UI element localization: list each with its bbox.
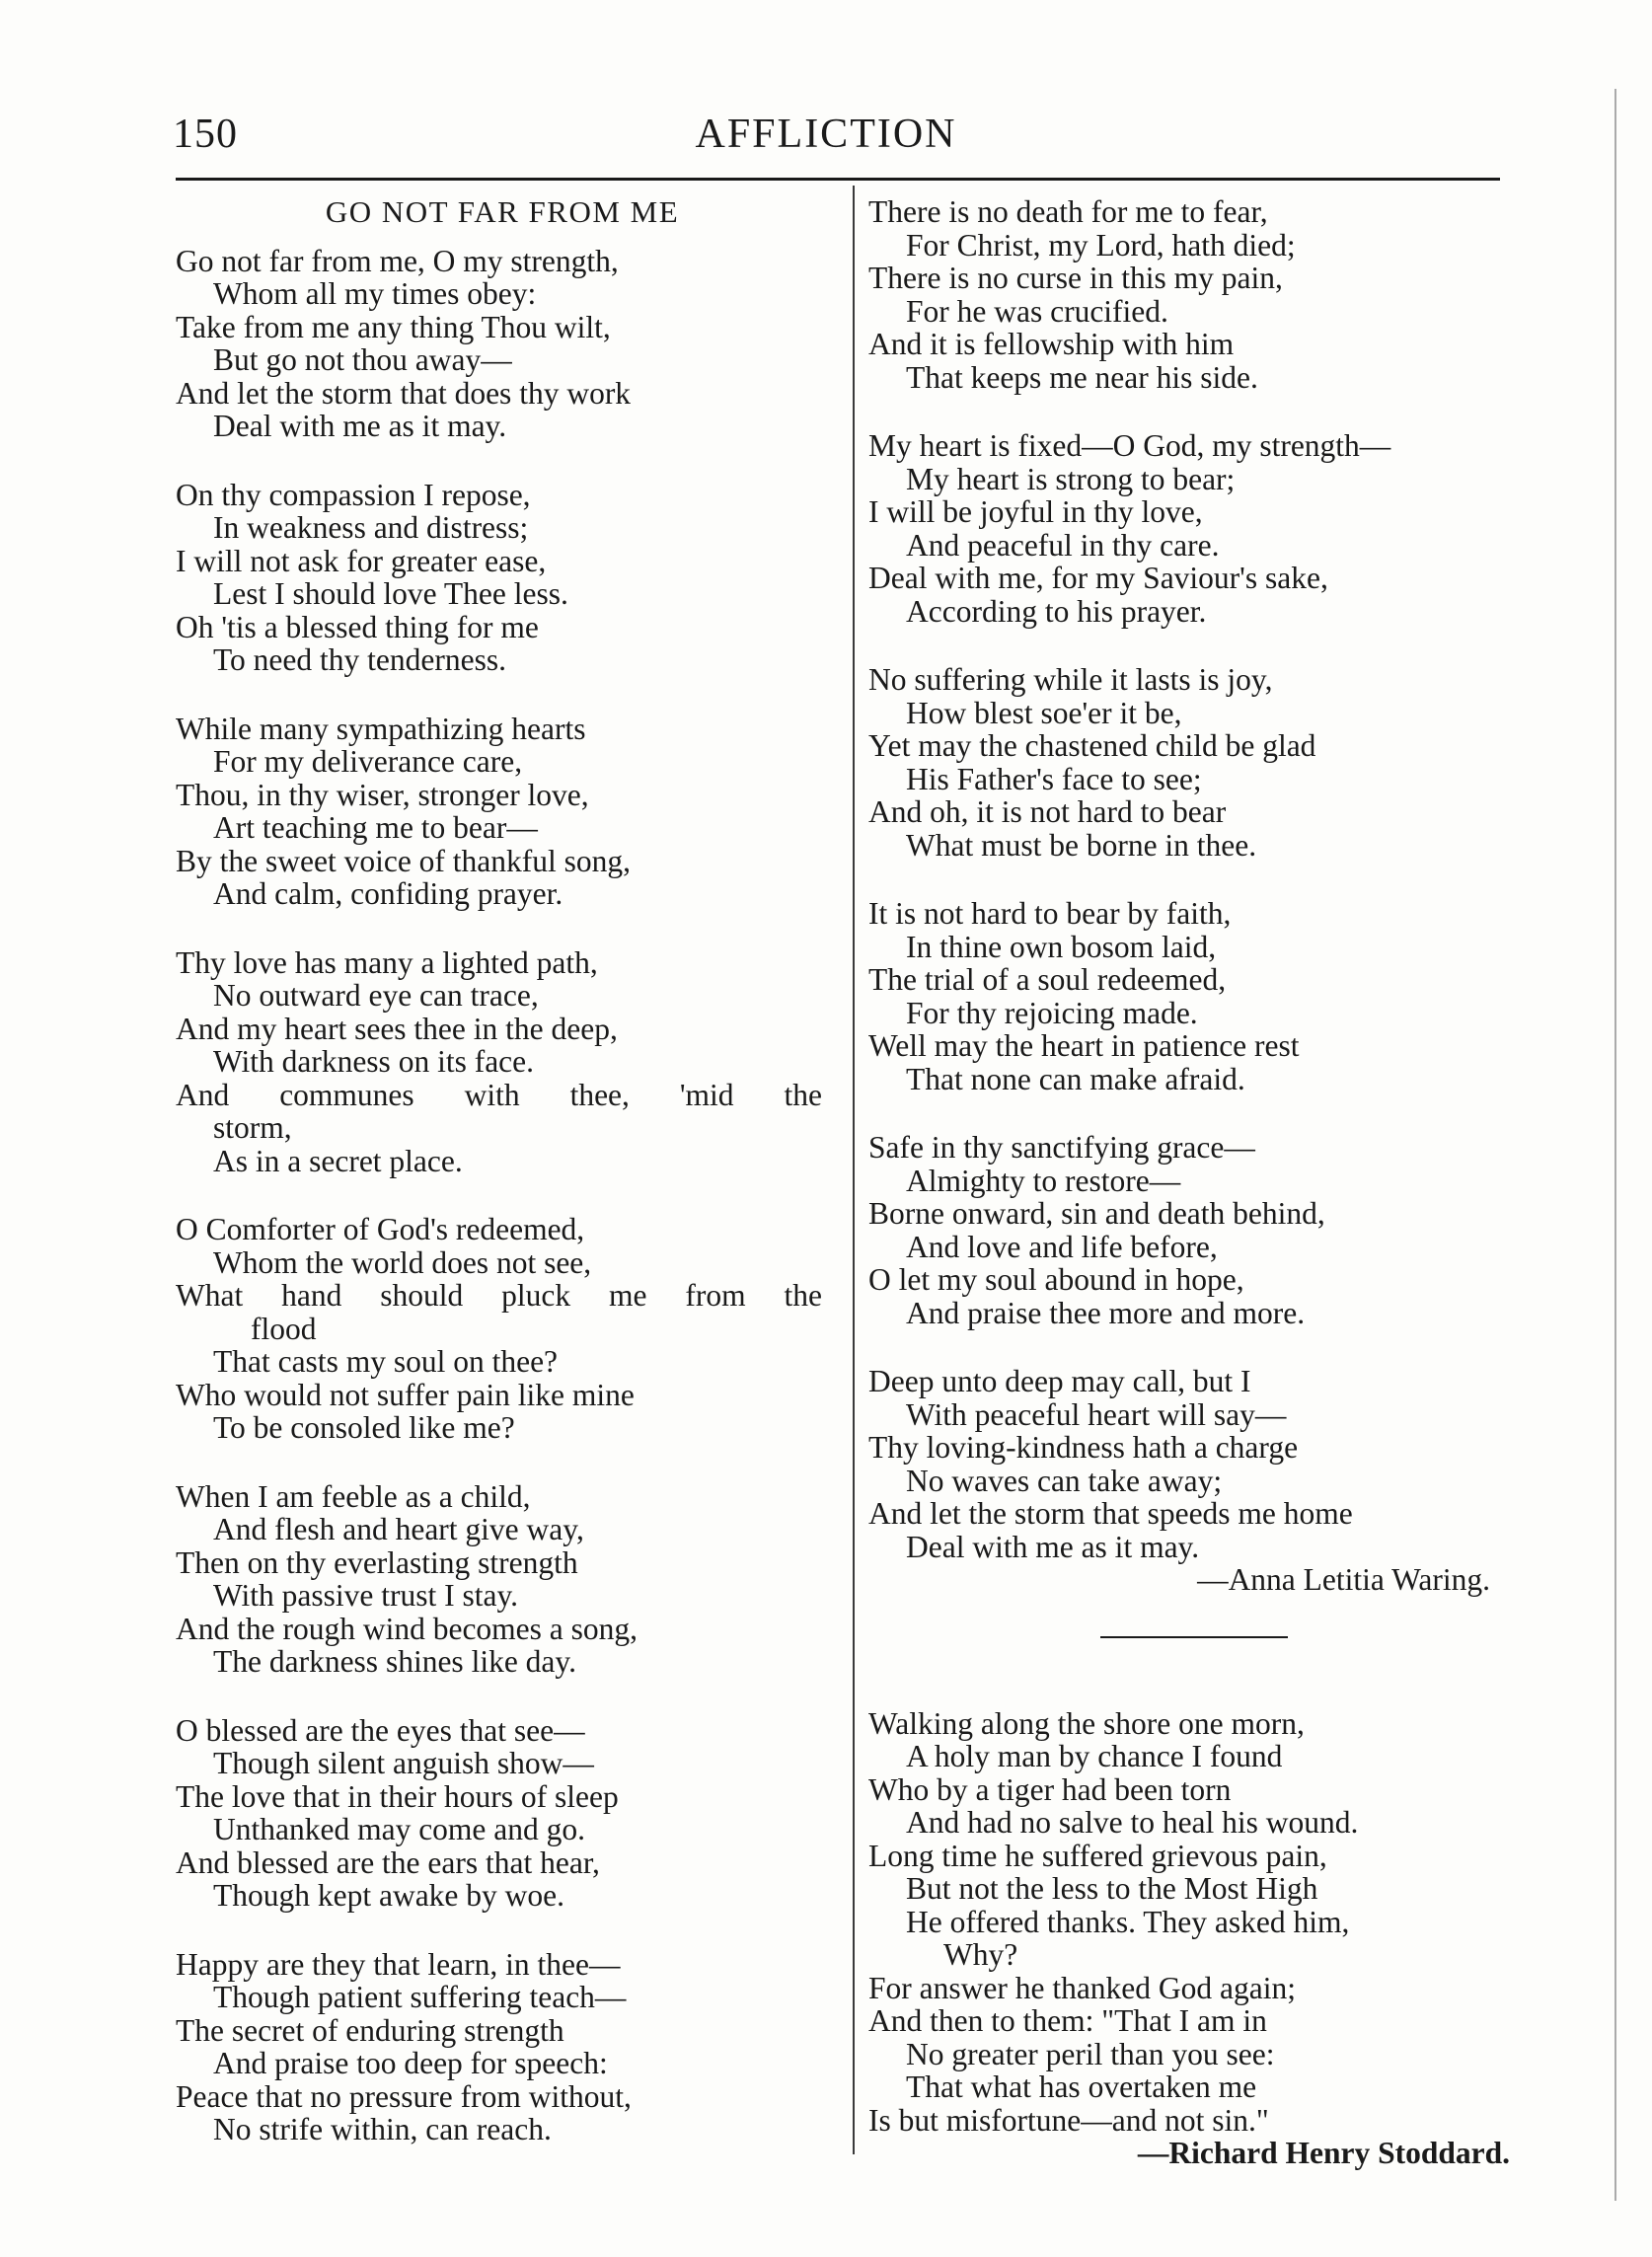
poem-line: Go not far from me, O my strength,	[176, 243, 619, 278]
poem-line: Whom the world does not see,	[213, 1244, 592, 1280]
poem-line: That what has overtaken me	[906, 2069, 1257, 2104]
poem-line: And oh, it is not hard to bear	[868, 794, 1227, 829]
right-column	[868, 195, 1520, 2206]
poem-line: Who would not suffer pain like mine	[176, 1377, 635, 1412]
poem-line: No outward eye can trace,	[213, 978, 539, 1013]
stanza-11	[868, 663, 1520, 862]
left-column	[176, 195, 829, 2182]
poem-line: With peaceful heart will say—	[906, 1396, 1287, 1432]
word: the	[784, 1278, 822, 1313]
poem-line: Deal with me as it may.	[906, 1529, 1200, 1564]
poem-line: Oh 'tis a blessed thing for me	[176, 609, 539, 644]
poem-line: According to his prayer.	[906, 593, 1207, 629]
stanza-2	[176, 479, 829, 677]
poem-line: Deal with me, for my Saviour's sake,	[868, 561, 1328, 595]
word: What	[176, 1278, 244, 1313]
poem-line: And praise thee more and more.	[906, 1295, 1306, 1330]
poem-line: And let the storm that does thy work	[176, 375, 632, 411]
poem-line-justified	[176, 1079, 822, 1112]
poem-line: Is but misfortune—and not sin."	[868, 2102, 1269, 2138]
poem-line: Lest I should love Thee less.	[213, 576, 568, 611]
poem-line: Unthanked may come and go.	[213, 1812, 586, 1846]
poem-line-justified	[176, 1279, 822, 1313]
stanza-14	[868, 1365, 1520, 1597]
poem-line: And it is fellowship with him	[868, 327, 1235, 361]
poem-line: No waves can take away;	[906, 1463, 1223, 1498]
poem-line: And let the storm that speeds me home	[868, 1496, 1353, 1531]
poem-line: Thy love has many a lighted path,	[176, 944, 598, 980]
section-separator	[1100, 1636, 1288, 1638]
poem-line: His Father's face to see;	[906, 761, 1202, 796]
poem-line: That keeps me near his side.	[906, 359, 1258, 395]
poem-line: And praise too deep for speech:	[213, 2046, 608, 2080]
word: me	[609, 1278, 647, 1313]
poem-line: Borne onward, sin and death behind,	[868, 1196, 1325, 1231]
author-attribution: —Anna Letitia Waring.	[1197, 1562, 1490, 1597]
poem-line: To be consoled like me?	[213, 1410, 515, 1445]
poem-line: O Comforter of God's redeemed,	[176, 1212, 585, 1246]
poem-line: Well may the heart in patience rest	[868, 1028, 1300, 1063]
poem-line: A holy man by chance I found	[906, 1739, 1283, 1773]
stanza-9	[868, 195, 1520, 394]
poem-line: For answer he thanked God again;	[868, 1970, 1297, 2005]
poem-line: The secret of enduring strength	[176, 2012, 564, 2048]
stanza-5	[176, 1213, 829, 1445]
poem-line: Who by a tiger had been torn	[868, 1771, 1232, 1807]
poem-line: There is no curse in this my pain,	[868, 261, 1283, 295]
poem-line: And my heart sees thee in the deep,	[176, 1011, 618, 1046]
poem-line: And blessed are the ears that hear,	[176, 1844, 600, 1880]
poem-line: O let my soul abound in hope,	[868, 1262, 1244, 1297]
poem-line: No strife within, can reach.	[213, 2112, 552, 2146]
poem-line: Though kept awake by woe.	[213, 1878, 565, 1913]
poem-line: To need thy tenderness.	[213, 642, 506, 677]
poem-line: My heart is fixed—O God, my strength—	[868, 428, 1391, 463]
poem-line: Take from me any thing Thou wilt,	[176, 309, 611, 344]
poem-line: Though silent anguish show—	[213, 1746, 594, 1780]
stanza-12	[868, 897, 1520, 1095]
word: from	[685, 1278, 746, 1313]
poem-line: Long time he suffered grievous pain,	[868, 1838, 1327, 1873]
poem-line: For thy rejoicing made.	[906, 995, 1198, 1030]
header-rule	[176, 178, 1500, 181]
poem-line: O blessed are the eyes that see—	[176, 1712, 585, 1748]
poem-line: It is not hard to bear by faith,	[868, 896, 1232, 931]
column-divider	[853, 186, 855, 2154]
word: the	[784, 1077, 822, 1112]
poem-line: But go not thou away—	[213, 342, 512, 377]
poem-line: My heart is strong to bear;	[906, 461, 1236, 496]
poem-line: Peace that no pressure from without,	[176, 2078, 632, 2114]
poem-line: Thou, in thy wiser, stronger love,	[176, 777, 589, 812]
word: should	[380, 1278, 464, 1313]
stanza-6	[176, 1480, 829, 1679]
poem-line: By the sweet voice of thankful song,	[176, 843, 632, 878]
poem-line: Safe in thy sanctifying grace—	[868, 1130, 1255, 1165]
poem-line: storm,	[213, 1110, 292, 1145]
stanza-1	[176, 245, 829, 443]
stanza-8	[176, 1948, 829, 2146]
poem-line: And had no salve to heal his wound.	[906, 1805, 1359, 1840]
stanza-7	[176, 1714, 829, 1913]
word: thee,	[569, 1077, 630, 1112]
poem-line: The trial of a soul redeemed,	[868, 962, 1227, 997]
poem-line: There is no death for me to fear,	[868, 194, 1268, 229]
poem-line: No greater peril than you see:	[906, 2036, 1275, 2071]
author-attribution-2: —Richard Henry Stoddard.	[1137, 2136, 1510, 2170]
poem-line: He offered thanks. They asked him,	[906, 1904, 1350, 1939]
poem-line: I will be joyful in thy love,	[868, 494, 1203, 529]
poem-line: Deal with me as it may.	[213, 409, 507, 443]
stanza-4	[176, 946, 829, 1178]
poem-line: Why?	[943, 1937, 1018, 1972]
poem-line: How blest soe'er it be,	[906, 695, 1182, 730]
poem-line: The darkness shines like day.	[213, 1644, 576, 1679]
running-title: AFFLICTION	[695, 112, 957, 157]
poem-line: For my deliverance care,	[213, 744, 523, 779]
poem-line: With passive trust I stay.	[213, 1578, 519, 1613]
word: hand	[281, 1278, 342, 1313]
poem-line: Almighty to restore—	[906, 1163, 1181, 1198]
poem-line: The love that in their hours of sleep	[176, 1778, 619, 1814]
poem-line: Whom all my times obey:	[213, 276, 537, 311]
poem-line: Then on thy everlasting strength	[176, 1544, 578, 1580]
word: And	[176, 1077, 230, 1112]
poem-line: On thy compassion I repose,	[176, 477, 531, 512]
poem-line: And flesh and heart give way,	[213, 1512, 584, 1546]
poem-line: Art teaching me to bear—	[213, 810, 538, 845]
poem-line: That casts my soul on thee?	[213, 1344, 559, 1379]
poem-line: And love and life before,	[906, 1229, 1218, 1264]
poem-line: Walking along the shore one morn,	[868, 1705, 1305, 1741]
poem-line: What must be borne in thee.	[906, 827, 1257, 863]
poem-title: GO NOT FAR FROM ME	[325, 194, 680, 229]
word: with	[464, 1077, 520, 1112]
poem-line: In thine own bosom laid,	[906, 929, 1217, 964]
poem-line: I will not ask for greater ease,	[176, 543, 547, 578]
poem-line: Thy loving-kindness hath a charge	[868, 1430, 1299, 1465]
poem-line: And calm, confiding prayer.	[213, 876, 563, 911]
stanza-13	[868, 1131, 1520, 1329]
poem-2	[868, 1707, 1520, 2170]
word: 'mid	[679, 1077, 734, 1112]
poem-line: And then to them: "That I am in	[868, 2003, 1267, 2038]
poem-line: Deep unto deep may call, but I	[868, 1364, 1251, 1398]
word: pluck	[501, 1278, 571, 1313]
poem-line: And peaceful in thy care.	[906, 527, 1220, 563]
poem-line: When I am feeble as a child,	[176, 1478, 531, 1514]
poem-line: That none can make afraid.	[906, 1061, 1245, 1096]
poem-line: Yet may the chastened child be glad	[868, 728, 1316, 763]
word: communes	[279, 1077, 414, 1112]
poem-line: No suffering while it lasts is joy,	[868, 662, 1273, 697]
poem-line: Happy are they that learn, in thee—	[176, 1946, 621, 1982]
poem-line: With darkness on its face.	[213, 1044, 535, 1079]
poem-line: And the rough wind becomes a song,	[176, 1611, 638, 1646]
poem-line: Though patient suffering teach—	[213, 1980, 627, 2014]
page-edge-line	[1614, 89, 1616, 2201]
poem-line: As in a secret place.	[213, 1143, 463, 1178]
poem-line: But not the less to the Most High	[906, 1871, 1318, 1906]
poem-line: While many sympathizing hearts	[176, 711, 586, 746]
page-number: 150	[173, 112, 238, 157]
poem-line: For Christ, my Lord, hath died;	[906, 227, 1296, 263]
poem-line: In weakness and distress;	[213, 510, 529, 545]
stanza-10	[868, 429, 1520, 628]
poem-line: For he was crucified.	[906, 293, 1168, 329]
poem-line: flood	[251, 1311, 317, 1346]
stanza-3	[176, 713, 829, 911]
